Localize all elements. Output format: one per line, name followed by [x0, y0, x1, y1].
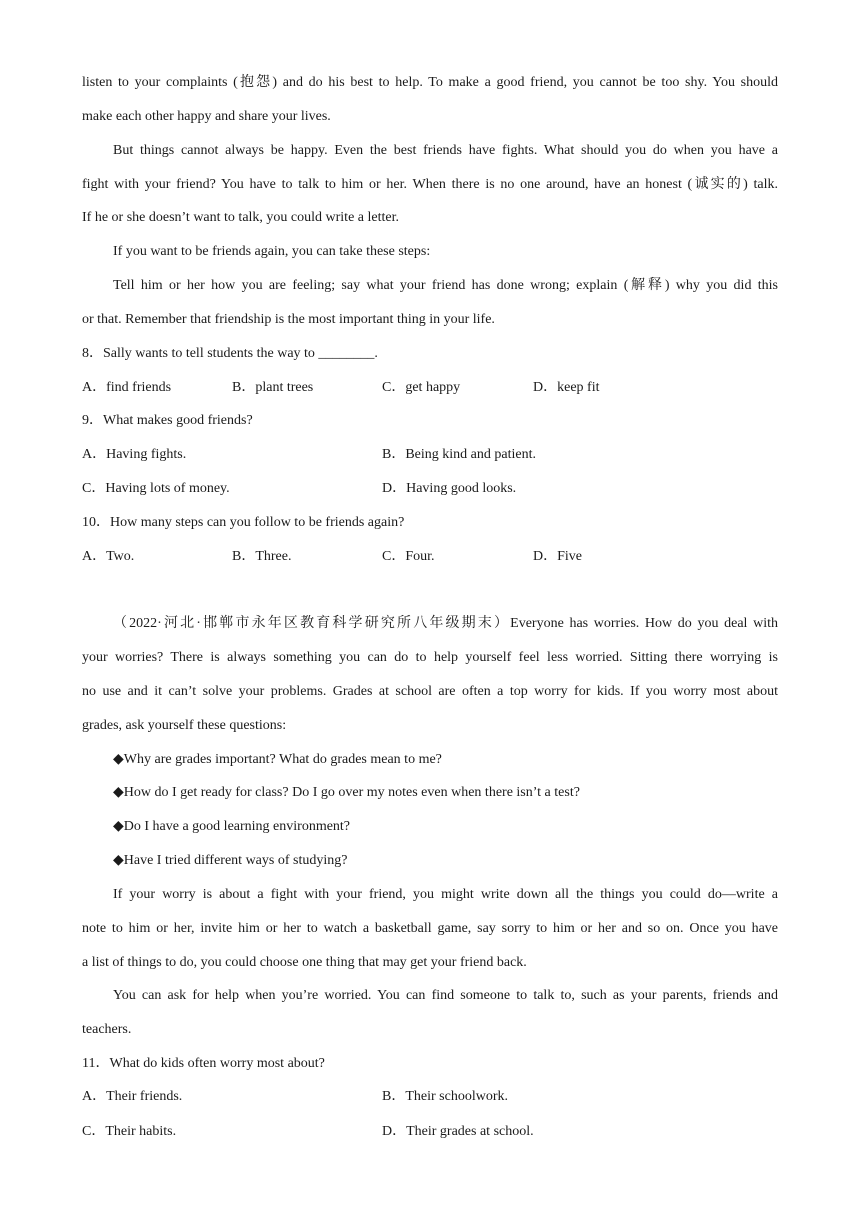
passage1-line: But things cannot always be happy. Even the best friends have fights. What should you do when you have a	[113, 143, 778, 158]
q8-option-d: D．keep fit	[533, 380, 600, 395]
question-9-stem: 9．What makes good friends?	[82, 413, 253, 428]
q8-option-a: A．find friends	[82, 380, 172, 395]
q9-option-b: B．Being kind and patient.	[382, 447, 536, 462]
question-8-stem: 8．Sally wants to tell students the way to ________.	[82, 346, 378, 361]
q11-option-c: C．Their habits.	[82, 1124, 177, 1139]
passage1-line: or that. Remember that friendship is the most important thing in your life.	[82, 312, 495, 327]
q11-option-b: B．Their schoolwork.	[382, 1089, 508, 1104]
q9-option-a: A．Having fights.	[82, 447, 187, 462]
passage2-line: no use and it can’t solve your problems. Grades at school are often a top worry for kids. If you worry most about	[82, 684, 778, 699]
passage2-line: If your worry is about a fight with your friend, you might write down all the things you could do—write a	[113, 887, 778, 902]
passage2-line: your worries? There is always something you can do to help yourself feel less worried. Sitting there worrying is	[82, 650, 778, 665]
q10-option-d: D．Five	[533, 549, 582, 564]
passage2-line: （2022·河北·邯郸市永年区教育科学研究所八年级期末）Everyone has worries. How do you deal with	[113, 616, 778, 631]
q9-option-d: D．Having good looks.	[382, 481, 517, 496]
passage1-line: listen to your complaints (抱怨) and do his best to help. To make a good friend, you cannot be too shy. You should	[82, 75, 778, 90]
q10-option-c: C．Four.	[382, 549, 435, 564]
q8-option-c: C．get happy	[382, 380, 461, 395]
passage2-line: grades, ask yourself these questions:	[82, 718, 287, 733]
question-11-stem: 11．What do kids often worry most about?	[82, 1056, 325, 1071]
q11-option-a: A．Their friends.	[82, 1089, 183, 1104]
passage1-line: If he or she doesn’t want to talk, you could write a letter.	[82, 210, 399, 225]
q10-option-a: A．Two.	[82, 549, 135, 564]
passage2-line: teachers.	[82, 1022, 132, 1037]
passage2-bullet-item: ◆Why are grades important? What do grades mean to me?	[113, 752, 442, 767]
passage1-line: fight with your friend? You have to talk to him or her. When there is no one around, have an honest (诚实的) talk.	[82, 177, 778, 192]
passage1-line: make each other happy and share your lives.	[82, 109, 331, 124]
q11-option-d: D．Their grades at school.	[382, 1124, 534, 1139]
q9-option-c: C．Having lots of money.	[82, 481, 230, 496]
passage2-line: note to him or her, invite him or her to watch a basketball game, say sorry to him or her and so on. Once you have	[82, 921, 778, 936]
passage1-line: If you want to be friends again, you can take these steps:	[113, 244, 431, 259]
question-10-stem: 10．How many steps can you follow to be friends again?	[82, 515, 405, 530]
q8-option-b: B．plant trees	[232, 380, 314, 395]
passage2-bullet-item: ◆Do I have a good learning environment?	[113, 819, 351, 834]
passage2-bullet-item: ◆Have I tried different ways of studying?	[113, 853, 348, 868]
q10-option-b: B．Three.	[232, 549, 292, 564]
passage2-line: a list of things to do, you could choose one thing that may get your friend back.	[82, 955, 527, 970]
passage2-bullet-item: ◆How do I get ready for class? Do I go over my notes even when there isn’t a test?	[113, 785, 580, 800]
passage1-line: Tell him or her how you are feeling; say what your friend has done wrong; explain (解释) why you did this	[113, 278, 778, 293]
passage2-line: You can ask for help when you’re worried. You can find someone to talk to, such as your parents, friends and	[113, 988, 778, 1003]
